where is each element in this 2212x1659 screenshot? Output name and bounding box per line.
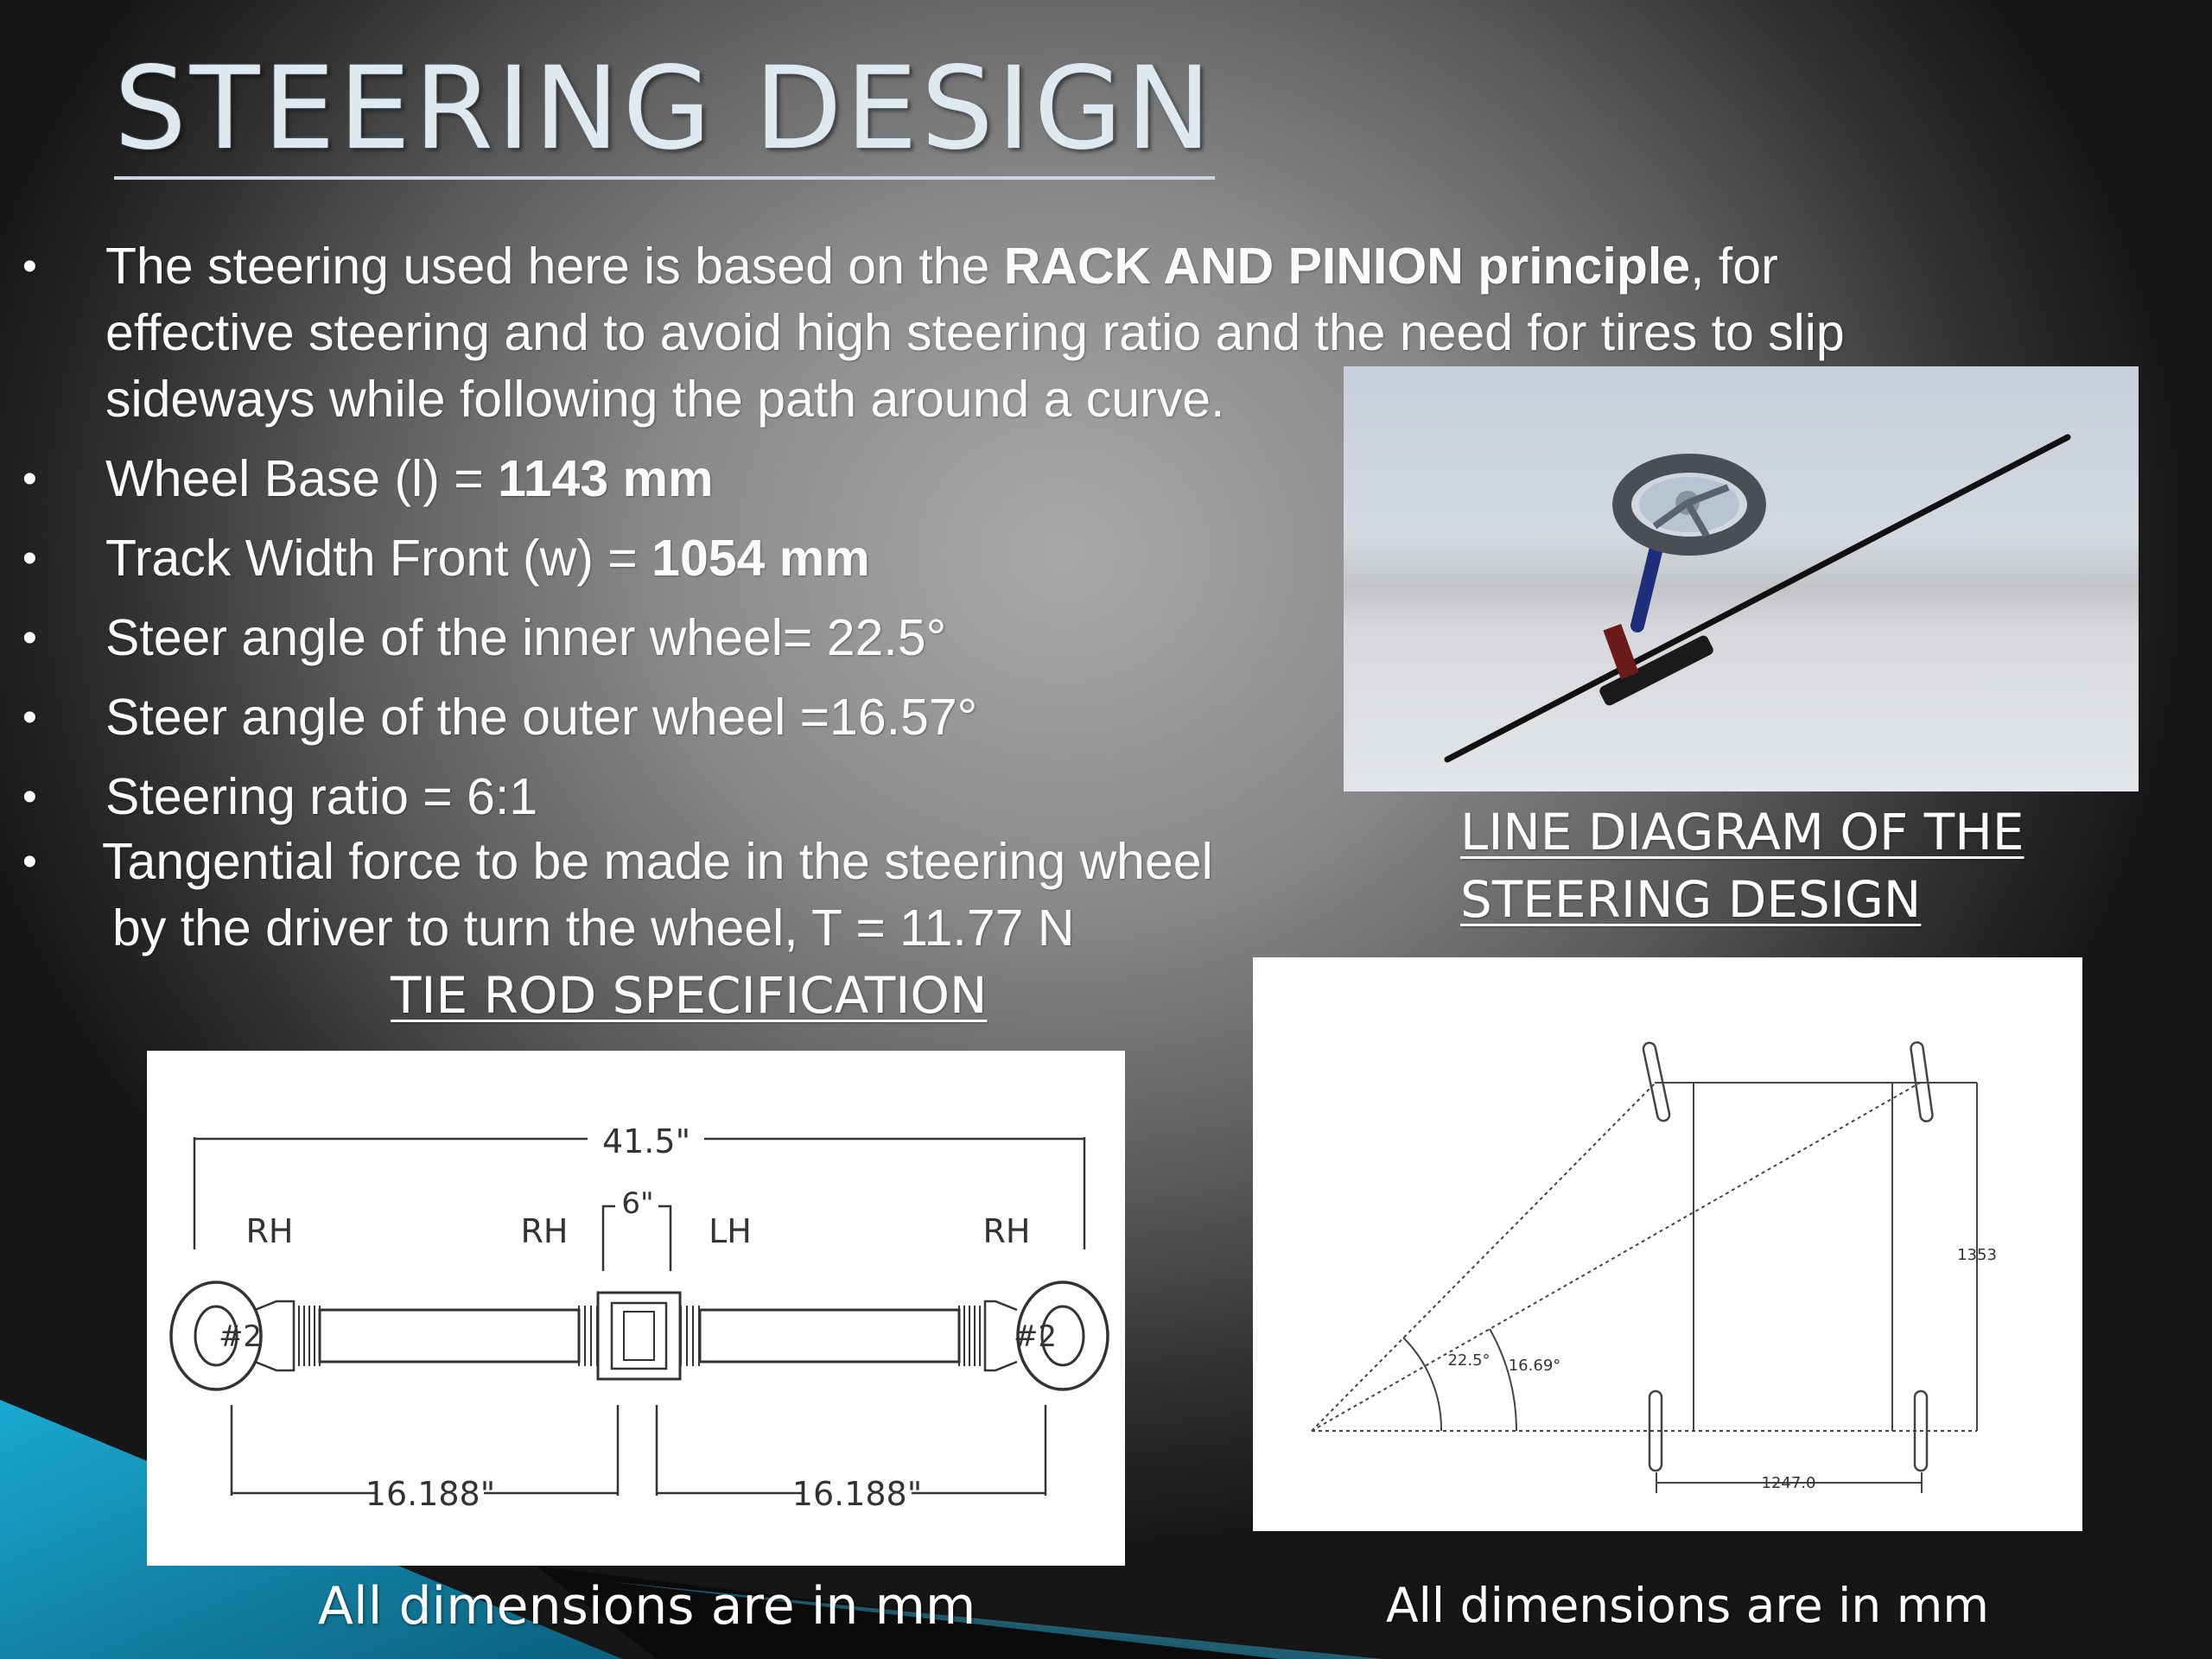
tie-rod-caption: TIE ROD SPECIFICATION <box>391 966 988 1025</box>
dims-note-left: All dimensions are in mm <box>318 1576 976 1637</box>
rh-label-2: RH <box>520 1212 569 1250</box>
steering-line-diagram <box>1253 957 2082 1531</box>
tie-rod-drawing <box>147 1051 1125 1566</box>
track-width-value: 1054 mm <box>652 530 870 587</box>
tangential-force-line-2: by the driver to turn the wheel, T = 11.77 N <box>112 899 1075 957</box>
steering-ratio: Steering ratio = 6:1 <box>105 768 538 825</box>
left-end-label: #2 <box>218 1319 263 1354</box>
tangential-force-line-1: Tangential force to be made in the steering wheel <box>102 833 1213 890</box>
outer-wheel-angle: Steer angle of the outer wheel =16.57° <box>105 689 978 746</box>
track-width-label: Track Width Front (w) = <box>105 530 652 587</box>
tie-rod-svg <box>147 1051 1125 1566</box>
line-diagram-caption <box>1460 798 2024 933</box>
bullet-1-bold: RACK AND PINION principle <box>1003 238 1691 295</box>
width-dimension-label: 1247.0 <box>1761 1474 1816 1492</box>
steering-3d-image <box>1344 366 2139 791</box>
page-title: STEERING DESIGN <box>114 52 1215 180</box>
inner-wheel-angle: Steer angle of the inner wheel= 22.5° <box>105 609 947 666</box>
wheel-base-value: 1143 mm <box>498 450 714 507</box>
left-length-label: 16.188" <box>365 1475 496 1513</box>
height-dimension-label: 1353 <box>1957 1246 1997 1264</box>
dims-note-right: All dimensions are in mm <box>1386 1578 1989 1633</box>
line-diagram-caption-1: LINE DIAGRAM OF THE <box>1460 803 2024 861</box>
bullet-1-line-2: effective steering and to avoid high steering ratio and the need for tires to slip <box>105 304 1845 361</box>
right-end-label: #2 <box>1013 1319 1058 1354</box>
center-length-label: 6" <box>621 1186 654 1221</box>
inner-angle-label: 22.5° <box>1447 1351 1491 1370</box>
line-diagram-svg <box>1253 957 2082 1531</box>
rh-label-1: RH <box>245 1212 294 1250</box>
rh-label-3: RH <box>982 1212 1031 1250</box>
line-diagram-caption-2: STEERING DESIGN <box>1460 870 1922 929</box>
bullet-1-line-1-pre: The steering used here is based on the <box>105 238 1004 295</box>
steering-assembly-illustration <box>1344 366 2139 791</box>
right-length-label: 16.188" <box>791 1475 923 1513</box>
outer-angle-label: 16.69° <box>1508 1357 1561 1375</box>
bullet-1-line-3: sideways while following the path around a curve. <box>105 371 1225 428</box>
lh-label: LH <box>709 1212 752 1250</box>
bullet-1-line-1-post: , for <box>1690 238 1778 295</box>
wheel-base-label: Wheel Base (l) = <box>105 450 499 507</box>
overall-length-label: 41.5" <box>601 1122 691 1160</box>
